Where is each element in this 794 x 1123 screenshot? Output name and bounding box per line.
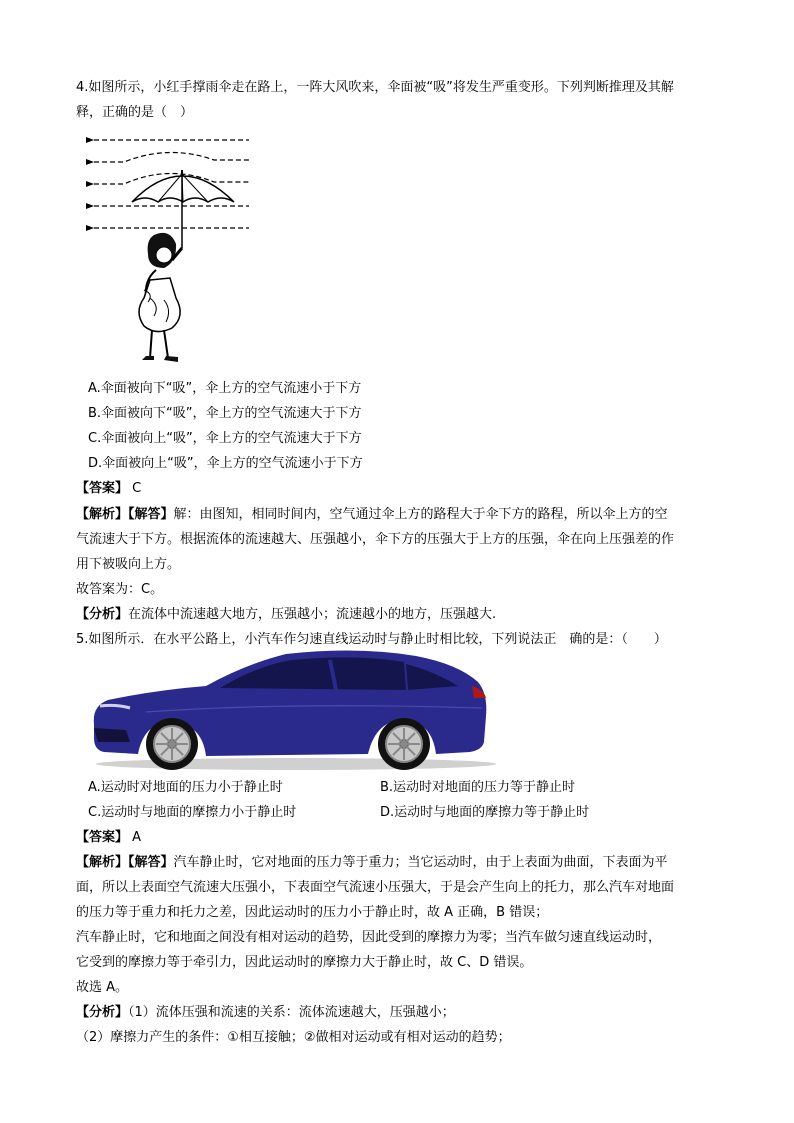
q4-summary xyxy=(76,606,496,624)
q5-analysis-line1 xyxy=(76,854,668,872)
q4-option-b: B.伞面被向下“吸”，伞上方的空气流速大于下方 xyxy=(88,406,362,421)
q4-stem-line1: 4.如图所示，小红手撑雨伞走在路上，一阵大风吹来，伞面被“吸”将发生严重变形。下列判断推理及其解 xyxy=(76,80,674,95)
analysis-label: 【解析】【解答】 xyxy=(76,507,174,522)
umbrella-wind-figure xyxy=(84,130,259,370)
answer-value: C xyxy=(128,481,142,496)
q5-summary-line2: （2）摩擦力产生的条件：①相互接触；②做相对运动或有相对运动的趋势； xyxy=(76,1030,511,1045)
q5-analysis-line2: 面，所以上表面空气流速大压强小，下表面空气流速小压强大，于是会产生向上的托力，那么汽车对地面 xyxy=(76,880,675,895)
q4-answer xyxy=(76,480,141,498)
analysis-text: 解：由图知，相同时间内，空气通过伞上方的路程大于伞下方的路程，所以伞上方的空 xyxy=(173,507,668,522)
q5-analysis-line5: 它受到的摩擦力等于牵引力，因此运动时的摩擦力大于静止时，故 C、D 错误。 xyxy=(76,955,533,970)
q5-analysis-line3: 的压力等于重力和托力之差，因此运动时的压力小于静止时，故 A 正确，B 错误； xyxy=(76,905,549,920)
answer-label: 【答案】 xyxy=(76,830,129,845)
summary-label: 【分析】 xyxy=(76,607,129,622)
car-figure xyxy=(86,646,496,774)
q5-stem: 5.如图所示．在水平公路上，小汽车作匀速直线运动时与静止时相比较，下列说法正 确的是：（ ） xyxy=(76,632,667,647)
q5-answer xyxy=(76,829,141,847)
q5-option-d: D.运动时与地面的摩擦力等于静止时 xyxy=(380,805,590,820)
q5-option-c: C.运动时与地面的摩擦力小于静止时 xyxy=(88,805,297,820)
q5-option-a: A.运动时对地面的压力小于静止时 xyxy=(88,780,283,795)
q4-analysis-line1 xyxy=(76,506,668,524)
analysis-text: 汽车静止时，它对地面的压力等于重力；当它运动时，由于上表面为曲面，下表面为平 xyxy=(173,855,668,870)
summary-label: 【分析】 xyxy=(76,1005,129,1020)
summary-text: 在流体中流速越大地方，压强越小；流速越小的地方，压强越大. xyxy=(128,607,497,622)
q5-analysis-line4: 汽车静止时，它和地面之间没有相对运动的趋势，因此受到的摩擦力为零；当汽车做匀速直线运动时， xyxy=(76,930,662,945)
answer-value: A xyxy=(128,830,142,845)
q4-conclusion: 故答案为：C。 xyxy=(76,582,164,597)
q4-stem-line2: 释，正确的是（ ） xyxy=(76,105,194,120)
q4-option-d: D.伞面被向上“吸”，伞上方的空气流速小于下方 xyxy=(88,456,363,471)
summary-text: （1）流体压强和流速的关系：流体流速越大，压强越小； xyxy=(128,1005,455,1020)
q4-analysis-line2: 气流速大于下方。根据流体的流速越大、压强越小，伞下方的压强大于上方的压强，伞在向上压强差的作 xyxy=(76,532,675,547)
answer-label: 【答案】 xyxy=(76,481,129,496)
q4-option-a: A.伞面被向下“吸”，伞上方的空气流速小于下方 xyxy=(88,381,362,396)
q5-summary-line1 xyxy=(76,1004,455,1022)
q5-option-b: B.运动时对地面的压力等于静止时 xyxy=(380,780,576,795)
q4-analysis-line3: 用下被吸向上方。 xyxy=(76,557,181,572)
analysis-label: 【解析】【解答】 xyxy=(76,855,174,870)
q5-conclusion: 故选 A。 xyxy=(76,980,129,995)
q4-option-c: C.伞面被向上“吸”，伞上方的空气流速大于下方 xyxy=(88,431,362,446)
